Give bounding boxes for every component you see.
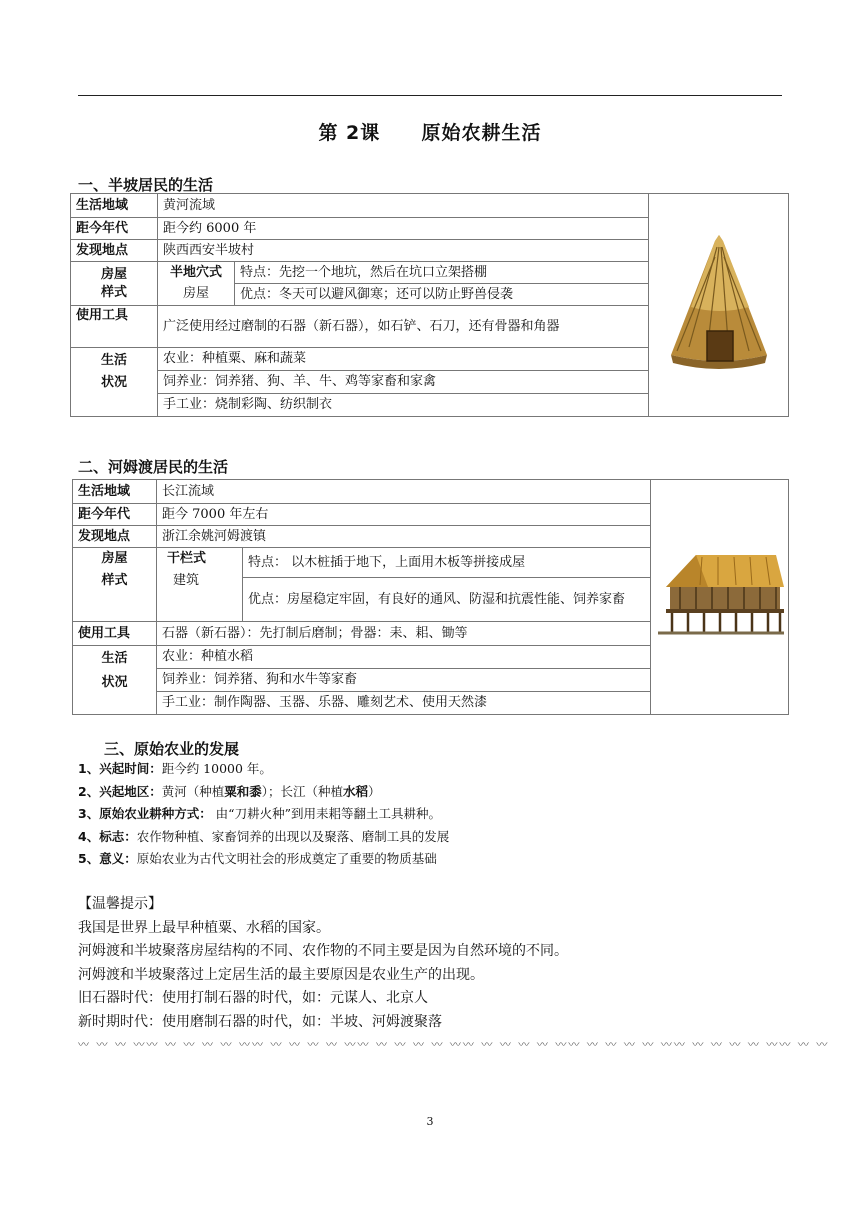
item-key: 3、原始农业耕种方式： bbox=[78, 806, 212, 821]
hemudu-site: 浙江余姚河姆渡镇 bbox=[157, 526, 651, 548]
hemudu-house-type bbox=[157, 548, 243, 622]
hemudu-house-feature: 特点： 以木桩插于地下，上面用木板等拼接成屋 bbox=[243, 548, 651, 578]
hemudu-house-type-line2: 建筑 bbox=[173, 573, 200, 588]
list-item bbox=[78, 781, 449, 804]
header-rule bbox=[78, 95, 782, 96]
item-key: 2、兴起地区： bbox=[78, 783, 162, 799]
item-value: 黄河（种植 bbox=[161, 783, 225, 799]
item-key: 5、意义： bbox=[78, 851, 137, 866]
item-bold: 粟和黍 bbox=[224, 783, 262, 799]
list-item bbox=[78, 826, 449, 849]
tips-line: 河姆渡和半坡聚落房屋结构的不同、农作物的不同主要是因为自然环境的不同。 bbox=[78, 943, 568, 959]
hemudu-life-craft: 手工业：制作陶器、玉器、乐器、雕刻艺术、使用天然漆 bbox=[157, 692, 651, 715]
agriculture-list bbox=[78, 758, 449, 871]
lesson-title bbox=[0, 118, 860, 145]
tips-line: 我国是世界上最早种植粟、水稻的国家。 bbox=[78, 919, 330, 936]
banpo-table bbox=[70, 193, 789, 417]
tips-line: 新时期时代：使用磨制石器的时代，如：半坡、河姆渡聚落 bbox=[78, 1013, 442, 1030]
banpo-region: 黄河流域 bbox=[158, 194, 649, 218]
life-label-line1: 生活 bbox=[100, 353, 127, 368]
hemudu-house-image bbox=[651, 480, 789, 715]
life-label-line2: 状况 bbox=[100, 375, 127, 390]
hemudu-house-label bbox=[73, 548, 157, 622]
section1-heading: 一、半坡居民的生活 bbox=[78, 176, 214, 194]
banpo-house-image bbox=[649, 194, 789, 417]
hemudu-site-label: 发现地点 bbox=[73, 526, 157, 548]
hemudu-table bbox=[72, 479, 789, 715]
hemudu-life-husbandry: 饲养业：饲养猪、狗和水牛等家畜 bbox=[157, 669, 651, 692]
banpo-house-type2: 房屋 bbox=[158, 284, 235, 306]
banpo-house-label bbox=[71, 262, 158, 306]
banpo-house-type: 半地穴式 bbox=[158, 262, 235, 284]
house-label-line2: 样式 bbox=[101, 573, 128, 588]
item-bold: 水稻 bbox=[343, 783, 369, 799]
banpo-age-label: 距今年代 bbox=[71, 218, 158, 240]
item-value: ） bbox=[368, 783, 381, 799]
hemudu-tools: 石器（新石器）：先打制后磨制；骨器：耒、耜、锄等 bbox=[157, 622, 651, 646]
hemudu-house-merit: 优点：房屋稳定牢固，有良好的通风、防湿和抗震性能、饲养家畜 bbox=[243, 578, 651, 622]
house-label-line1: 房屋 bbox=[100, 266, 127, 282]
wave-divider: 〰 〰 〰 〰〰 〰 〰 〰 〰 〰〰 〰 〰 〰 〰 〰〰 〰 〰 〰 〰 〰〰 〰 〰 〰 〰 〰〰 〰 〰 〰 〰 〰〰 〰 〰 〰 〰 〰〰 〰 〰 bbox=[78, 1038, 830, 1051]
banpo-site-label: 发现地点 bbox=[71, 240, 158, 262]
hemudu-life-agri: 农业：种植水稻 bbox=[157, 646, 651, 669]
list-item bbox=[78, 758, 449, 781]
banpo-house-feature: 特点：先挖一个地坑，然后在坑口立架搭棚 bbox=[235, 262, 649, 284]
banpo-life-craft: 手工业：烧制彩陶、纺织制衣 bbox=[158, 394, 649, 417]
banpo-tools: 广泛使用经过磨制的石器（新石器），如石铲、石刀，还有骨器和角器 bbox=[158, 306, 649, 348]
item-value: 距今约 10000 年。 bbox=[161, 761, 272, 776]
banpo-life-agri: 农业：种植粟、麻和蔬菜 bbox=[158, 348, 649, 371]
item-key: 1、兴起时间： bbox=[78, 761, 162, 776]
hemudu-region: 长江流域 bbox=[157, 480, 651, 504]
stilt-house-icon bbox=[656, 549, 786, 639]
banpo-age: 距今约 6000 年 bbox=[158, 218, 649, 240]
tips-line: 河姆渡和半坡聚落过上定居生活的最主要原因是农业生产的出现。 bbox=[78, 966, 484, 983]
house-label-line2: 样式 bbox=[100, 284, 127, 300]
banpo-life-label bbox=[71, 348, 158, 417]
hemudu-age-label: 距今年代 bbox=[73, 504, 157, 526]
thatched-hut-icon bbox=[659, 227, 779, 377]
section3-heading: 三、原始农业的发展 bbox=[104, 740, 240, 758]
list-item bbox=[78, 848, 449, 871]
item-value: ）；长江（种植 bbox=[261, 783, 343, 799]
lesson-number: 第 2课 bbox=[318, 122, 381, 144]
lesson-name: 原始农耕生活 bbox=[421, 122, 542, 144]
banpo-life-husbandry: 饲养业：饲养猪、狗、羊、牛、鸡等家畜和家禽 bbox=[158, 371, 649, 394]
tips-heading: 【温馨提示】 bbox=[78, 896, 162, 912]
banpo-tools-label: 使用工具 bbox=[71, 306, 158, 348]
hemudu-house-type-line1: 干栏式 bbox=[167, 551, 207, 566]
hemudu-tools-label: 使用工具 bbox=[73, 622, 157, 646]
page-number: 3 bbox=[426, 1115, 434, 1128]
hemudu-age: 距今 7000 年左右 bbox=[157, 504, 651, 526]
hemudu-life-label bbox=[73, 646, 157, 715]
item-value: 原始农业为古代文明社会的形成奠定了重要的物质基础 bbox=[136, 851, 437, 866]
tips-line: 旧石器时代：使用打制石器的时代，如：元谋人、北京人 bbox=[78, 990, 428, 1006]
house-label-line1: 房屋 bbox=[101, 551, 128, 566]
list-item bbox=[78, 803, 449, 826]
life-label-line2: 状况 bbox=[101, 675, 128, 690]
tips-box bbox=[78, 893, 568, 1034]
section2-heading: 二、河姆渡居民的生活 bbox=[78, 458, 229, 476]
hemudu-region-label: 生活地域 bbox=[73, 480, 157, 504]
life-label-line1: 生活 bbox=[101, 651, 128, 666]
banpo-house-merit: 优点：冬天可以避风御寒；还可以防止野兽侵袭 bbox=[235, 284, 649, 306]
banpo-region-label: 生活地域 bbox=[71, 194, 158, 218]
item-value: 农作物种植、家畜饲养的出现以及聚落、磨制工具的发展 bbox=[136, 828, 450, 844]
item-value: 由“刀耕火种”到用耒耜等翻土工具耕种。 bbox=[211, 806, 441, 821]
banpo-site: 陕西西安半坡村 bbox=[158, 240, 649, 262]
item-key: 4、标志： bbox=[78, 828, 137, 844]
